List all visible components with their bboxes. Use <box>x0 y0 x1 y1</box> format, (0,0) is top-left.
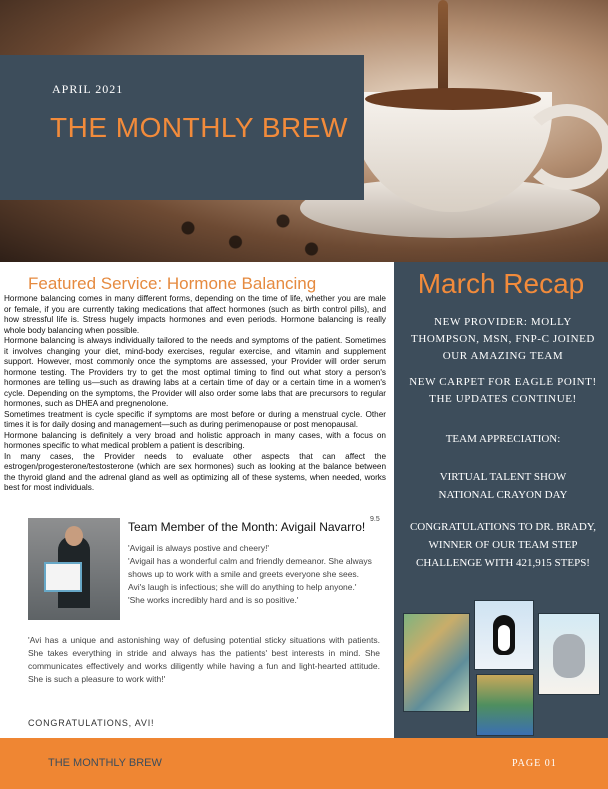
quote: 'Avigail has a wonderful calm and friendly demeanor. She always shows up to work with a smile and greets everyone she sees. Avi's laugh is infectious; she will do anything to help anyone.' <box>128 556 372 592</box>
congrats-text: CONGRATULATIONS, AVI! <box>28 718 155 728</box>
feature-paragraph: Hormone balancing is definitely a very broad and holistic approach in many cases, with a focus on hormones specific to what medical problem a patient is describing. <box>4 430 386 450</box>
quote: 'Avigail is always postive and cheery!' <box>128 543 270 553</box>
page-number: PAGE 01 <box>512 758 557 769</box>
feature-title: Featured Service: Hormone Balancing <box>28 274 317 293</box>
recap-item: NEW PROVIDER: MOLLY THOMPSON, MSN, FNP-C JOINED OUR AMAZING TEAM <box>411 316 595 362</box>
coffee-surface <box>365 88 541 110</box>
feature-paragraph: Hormone balancing comes in many different forms, depending on the time of life, whether you are male or female, if you are currently taking medications that affect hormones (such as birth control pills), and how stressful life is. Stress hugely impacts hormones and even periods. Hormone balancing is really whole body balancing when possible. <box>4 294 386 335</box>
koala-shape <box>553 634 585 678</box>
recap-item: NEW CARPET FOR EAGLE POINT! THE UPDATES CONTINUE! <box>409 376 597 405</box>
recap-item: TEAM APPRECIATION: <box>445 433 561 445</box>
coffee-beans <box>150 200 340 262</box>
person-head <box>65 526 83 546</box>
team-member-photo <box>28 518 120 620</box>
certificate <box>44 562 82 592</box>
penguin-belly <box>498 625 510 651</box>
newsletter-title: THE MONTHLY BREW <box>50 112 348 143</box>
recap-item: CONGRATULATIONS TO DR. BRADY, WINNER OF OUR TEAM STEP CHALLENGE WITH 421,915 STEPS! <box>409 521 597 569</box>
coffee-stream <box>438 0 448 94</box>
team-member-body: 'Avi has a unique and astonishing way of defusing potential sticky situations with patients. She takes everything in stride and always has the patients' best interests in mind. She communicates effectively and works diligently while having a fun and light-hearted attitude. She is such a pleasure to work with!' <box>28 635 380 684</box>
feature-paragraph: In many cases, the Provider needs to evaluate other aspects that can affect the estrogen/progesterone/testosterone (which are sex hormones) such as looking at the balance between the thyroid gland and the adrenal gland as well as optimizing all of these systems, when needed, works best for most individuals. <box>4 451 386 492</box>
team-member-quotes <box>128 542 378 607</box>
quote: 'She works incredibly hard and is so positive.' <box>128 595 299 605</box>
issue-date: APRIL 2021 <box>52 82 124 96</box>
recap-title: March Recap <box>417 268 585 299</box>
recap-item: VIRTUAL TALENT SHOW NATIONAL CRAYON DAY <box>438 471 568 501</box>
team-member-number: 9.5 <box>370 516 380 523</box>
penguin-artwork <box>474 600 534 670</box>
feature-body <box>4 294 386 494</box>
bird-artwork <box>476 674 534 736</box>
team-member-title: Team Member of the Month: Avigail Navarro! <box>128 520 366 534</box>
feature-paragraph: Sometimes treatment is cycle specific if symptoms are most before or during a menstrual cycle. Other times it is for daily dosing and management—such as during perimenopause or post menopausal. <box>4 409 386 429</box>
koala-artwork <box>538 613 600 695</box>
feature-paragraph: Hormone balancing is always individually tailored to the needs and symptoms of the patient. Sometimes it involves changing your diet, mind-body exercises, regular exercise, and vitamin and supplement support. However, most commonly once the symptoms are assessed, your Provider will order serum hormone testing. The Providers try to get the most optimal timing to find out what story a person's hormones are telling us—such as drawing labs at a certain time of day or a certain time in a women's cycle. Depending on the symptoms, the Provider will also order some labs that are precursors to regular hormones, such as DHEA and pregnenolone. <box>4 336 386 408</box>
wolf-artwork <box>403 613 470 712</box>
footer-title: THE MONTHLY BREW <box>48 757 162 769</box>
cup-handle <box>520 104 608 190</box>
